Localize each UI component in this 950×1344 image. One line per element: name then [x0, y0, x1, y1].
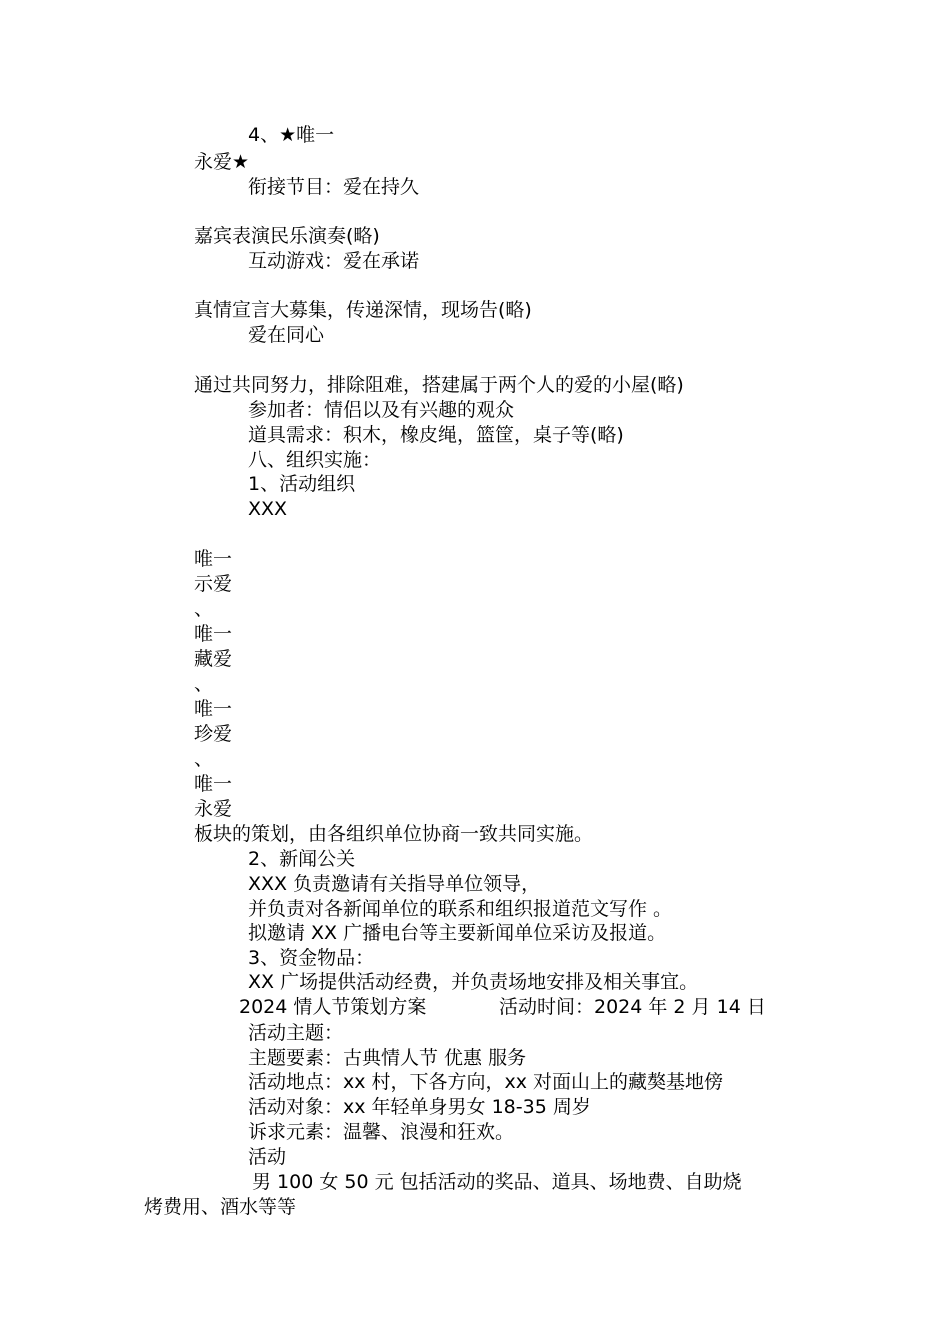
text-line: 3、资金物品：	[248, 947, 375, 969]
text-line: 永爱	[194, 798, 233, 820]
text-line: 藏爱	[194, 648, 233, 670]
text-line: 拟邀请 XX 广播电台等主要新闻单位采访及报道。	[248, 922, 667, 944]
text-line: XXX	[248, 498, 288, 520]
text-line: 2、新闻公关	[248, 848, 356, 870]
text-line: 活动	[248, 1146, 287, 1168]
text-line: 参加者：情侣以及有兴趣的观众	[248, 399, 515, 421]
text-line: 并负责对各新闻单位的联系和组织报道范文写作 。	[248, 898, 673, 920]
text-line: 互动游戏：爱在承诺	[248, 250, 420, 272]
text-line: 、	[194, 673, 214, 695]
text-line: 永爱★	[194, 151, 250, 173]
text-line: 唯一	[194, 623, 233, 645]
text-line: 男 100 女 50 元 包括活动的奖品、道具、场地费、自助烧	[252, 1171, 742, 1193]
text-line: 活动地点：xx 村，下各方向，xx 对面山上的藏獒基地傍	[248, 1071, 724, 1093]
text-line: 活动时间：2024 年 2 月 14 日	[499, 996, 766, 1018]
text-line: 1、活动组织	[248, 473, 356, 495]
text-line: 示爱	[194, 573, 233, 595]
text-line: 、	[194, 748, 214, 770]
text-line: 活动主题：	[248, 1022, 344, 1044]
text-line: 珍爱	[194, 723, 233, 745]
text-line: 诉求元素：温馨、浪漫和狂欢。	[248, 1121, 515, 1143]
text-line: 道具需求：积木，橡皮绳，篮筐，桌子等(略)	[248, 424, 624, 446]
text-line: 唯一	[194, 773, 233, 795]
text-line: 活动对象：xx 年轻单身男女 18-35 周岁	[248, 1096, 591, 1118]
text-line: 爱在同心	[248, 324, 325, 346]
text-line: XX 广场提供活动经费，并负责场地安排及相关事宜。	[248, 971, 699, 993]
text-line: 通过共同努力，排除阻难，搭建属于两个人的爱的小屋(略)	[194, 374, 684, 396]
text-line: XXX 负责邀请有关指导单位领导，	[248, 873, 541, 895]
text-line: 唯一	[194, 698, 233, 720]
text-line: 板块的策划，由各组织单位协商一致共同实施。	[194, 823, 594, 845]
section-heading: 八、组织实施：	[248, 449, 382, 471]
text-line: 嘉宾表演民乐演奏(略)	[194, 225, 380, 247]
document-title: 2024 情人节策划方案	[239, 996, 427, 1018]
text-line: 真情宣言大募集，传递深情，现场告(略)	[194, 299, 532, 321]
text-line: 4、★唯一	[248, 124, 335, 146]
text-line: 、	[194, 598, 214, 620]
text-line: 主题要素：古典情人节 优惠 服务	[248, 1047, 527, 1069]
text-line: 烤费用、酒水等等	[144, 1196, 297, 1218]
text-line: 衔接节目：爱在持久	[248, 176, 420, 198]
text-line: 唯一	[194, 548, 233, 570]
